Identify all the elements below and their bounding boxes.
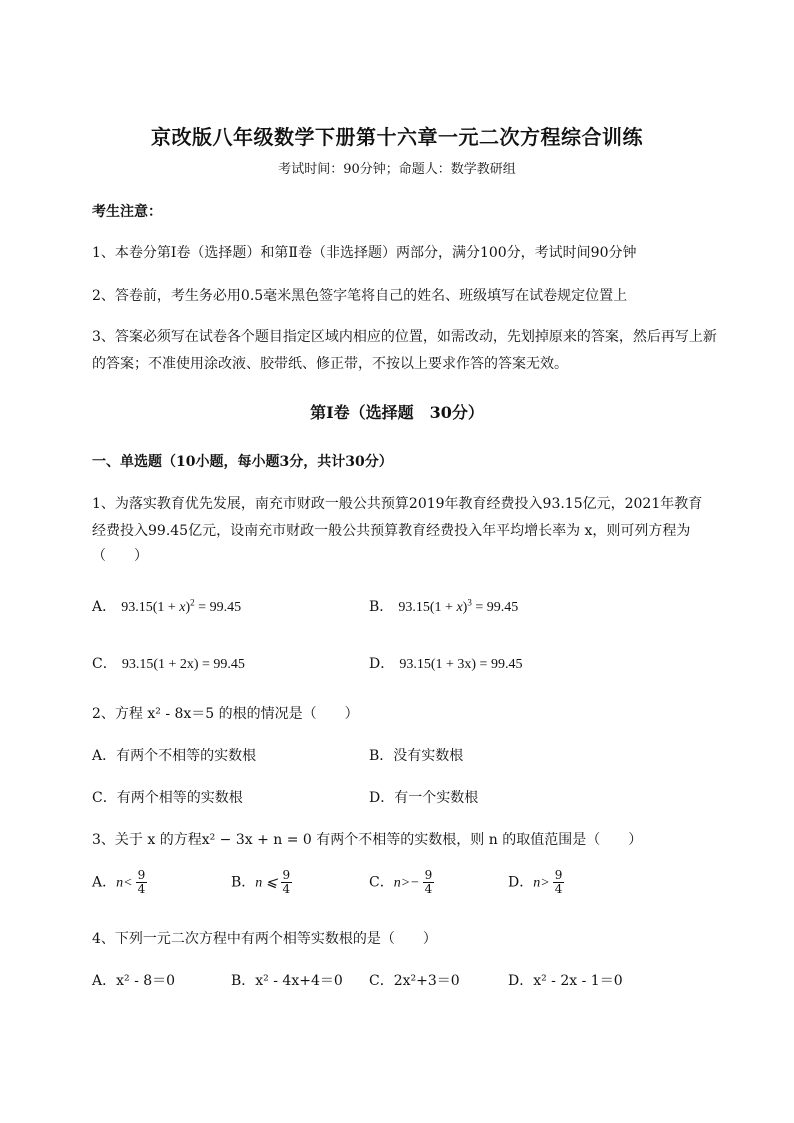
q1-option-d-label: D． [369,656,395,672]
q3-option-d[interactable] [508,869,564,896]
q1-stem-line2: 经费投入99.45亿元，设南充市财政一般公共预算教育经费投入年平均增长率为 x，则可列方程为 [92,523,691,539]
notice-item-2: 2、答卷前，考生务必用0.5毫米黑色签字笔将自己的姓名、班级填写在试卷规定位置上 [92,288,628,304]
q3-option-b[interactable] [231,869,292,896]
q3-stem: 3、关于 x 的方程x² − 3x + n = 0 有两个不相等的实数根，则 n 的取值范围是（ ） [92,832,643,848]
q3-option-c-relation: n>− [393,875,420,891]
notice-item-1: 1、本卷分第I卷（选择题）和第Ⅱ卷（非选择题）两部分，满分100分，考试时间90分钟 [92,245,637,261]
q1-option-a-label: A． [92,599,117,615]
q3-option-a[interactable] [92,869,147,896]
q3-option-d-fraction: $\frac{9}{4}$ [554,868,563,897]
q3-option-a-label: A． [92,874,117,891]
page-subtitle: 考试时间：90分钟；命题人：数学教研组 [278,162,516,177]
q2-stem: 2、方程 x² - 8x＝5 的根的情况是（ ） [92,706,359,722]
page-title: 京改版八年级数学下册第十六章一元二次方程综合训练 [151,125,643,149]
q2-option-a[interactable]: A．有两个不相等的实数根 [92,748,257,764]
q3-option-b-relation: n ⩽ [255,875,278,891]
q1-option-c-expr: 93.15(1 + 2x) = 99.45 [121,657,245,672]
q1-option-c-label: C． [92,656,117,672]
q3-option-b-label: B． [231,874,256,891]
q2-option-b[interactable]: B．没有实数根 [369,748,464,764]
q3-option-d-label: D． [508,874,534,891]
q1-option-b-label: B． [369,599,394,615]
q1-option-b[interactable] [369,596,518,616]
q3-option-c-fraction: $\frac{9}{4}$ [424,868,433,897]
q2-option-c[interactable]: C．有两个相等的实数根 [92,790,243,806]
q4-option-b[interactable]: B．x² - 4x+4＝0 [231,973,343,989]
q2-option-d[interactable]: D．有一个实数根 [369,790,479,806]
q4-option-d[interactable]: D．x² - 2x - 1＝0 [508,973,623,989]
q3-option-d-relation: n> [533,875,550,891]
q1-option-b-expr: $93.15(1 + x)^3 = 99.45$ [398,597,519,615]
q4-stem: 4、下列一元二次方程中有两个相等实数根的是（ ） [92,931,437,947]
q1-option-d[interactable] [369,653,522,673]
q1-option-a-expr: $93.15(1 + x)^2 = 99.45$ [121,597,242,615]
q1-option-d-expr: 93.15(1 + 3x) = 99.45 [399,657,523,672]
part-heading: 一、单选题（10小题，每小题3分，共计30分） [92,454,393,470]
q4-option-c[interactable]: C．2x²+3＝0 [369,973,460,989]
q3-option-a-relation: n< [116,875,133,891]
notice-item-3-cont: 的答案；不准使用涂改液、胶带纸、修正带，不按以上要求作答的答案无效。 [92,356,568,372]
q3-option-c-label: C． [369,874,394,891]
q1-option-a[interactable] [92,596,241,616]
q3-option-c[interactable] [369,869,434,896]
section-title: 第I卷（选择题 30分） [310,403,484,422]
q4-option-a[interactable]: A．x² - 8＝0 [92,973,176,989]
q1-option-c[interactable] [92,653,245,673]
q1-stem-line3: （ ） [92,548,148,564]
q1-stem-line1: 1、为落实教育优先发展，南充市财政一般公共预算2019年教育经费投入93.15亿元，2021年教育 [92,496,703,512]
notice-item-3: 3、答案必须写在试卷各个题目指定区域内相应的位置，如需改动，先划掉原来的答案，然后再写上新 [92,329,717,345]
notice-heading: 考生注意： [92,204,162,220]
q3-option-a-fraction: $\frac{9}{4}$ [137,868,146,897]
q3-option-b-fraction: $\frac{9}{4}$ [282,868,291,897]
